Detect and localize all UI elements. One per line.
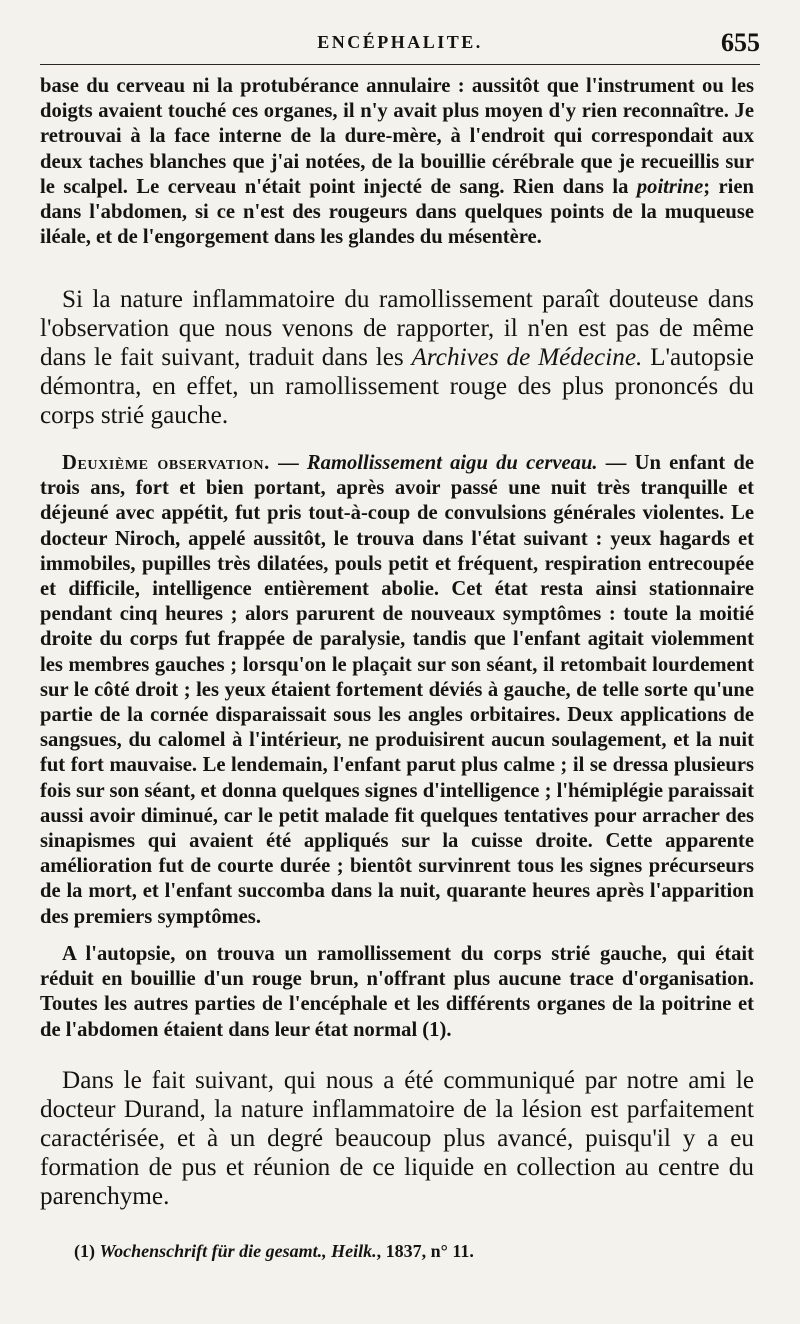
italic-journal-title: Archives de Médecine. bbox=[411, 344, 643, 371]
paragraph-commentary-1 bbox=[40, 285, 754, 430]
paragraph-commentary-2 bbox=[40, 1066, 754, 1211]
running-head: ENCÉPHALITE. bbox=[317, 32, 483, 52]
footnote bbox=[74, 1240, 754, 1262]
page-number: 655 bbox=[721, 28, 760, 57]
paragraph-text: Si la nature inflammatoire du ramollissement paraît douteuse dans l'observation que nous venons de rapporter, il n'en est pas de même dans le fait suivant, traduit dans les bbox=[40, 286, 754, 371]
commentary-text: Dans le fait suivant, qui nous a été communiqué par notre ami le docteur Durand, la nature inflammatoire de la lésion est parfaitement caractérisée, et à un degré beaucoup plus avancé, puisqu'il y a eu formation de pus et réunion de ce liquide en collection au centre du parenchyme. bbox=[40, 1067, 754, 1210]
observation-text: — Un enfant de trois ans, fort et bien portant, après avoir passé une nuit très tranquille et déjeuné avec appétit, fut pris tout-à-coup de convulsions générales violentes. Le docteur Niroch, appelé aussitôt, le trouva dans l'état suivant : yeux hagards et immobiles, pupilles très dilatées, pouls petit et fréquent, respiration entrecoupée et difficile, intelligence entièrement abolie. Cet état resta ainsi stationnaire pendant cinq heures ; alors parurent de nouveaux symptômes : toute la moitié droite du corps fut frappée de paralysie, tandis que l'enfant agitait violemment les membres gauches ; lorsqu'on le plaçait sur son séant, il retombait lourdement sur le côté droit ; les yeux étaient fortement déviés à gauche, de telle sorte qu'une partie de la cornée disparaissait sous les angles orbitaires. Deux applications de sangsues, du calomel à l'intérieur, ne produisirent aucun soulagement, et la nuit fut fort mauvaise. Le lendemain, l'enfant parut plus calme ; il se dressa plusieurs fois sur son séant, et donna quelques signes d'intelligence ; l'hémiplégie paraissait aussi avoir diminué, car le petit malade fit quelques tentatives pour arracher des sinapismes qui avaient été appliqués sur la cuisse droite. Cette apparente amélioration fut de courte durée ; bientôt survinrent tous les signes précurseurs de la mort, et l'enfant succomba dans la nuit, quarante heures après l'apparition des premiers symptômes. bbox=[40, 452, 754, 928]
paragraph-text-end: L'autopsie démontra, en effet, un ramollissement rouge des plus prononcés du corps strié gauche. bbox=[40, 344, 754, 429]
second-observation: Deuxième observation. — Ramollissement aigu du cerveau. — Un enfant de trois ans, fort et bien portant, après avoir passé une nuit très tranquille et déjeuné avec appétit, fut pris tout-à-coup de convulsions générales violentes. Le docteur Niroch, appelé aussitôt, le trouva dans l'état suivant : yeux hagards et immobiles, pupilles très dilatées, pouls petit et fréquent, respiration entrecoupée et difficile, intelligence entièrement abolie. Cet état resta ainsi stationnaire pendant cinq heures ; alors parurent de nouveaux symptômes : toute la moitié droite du corps fut frappée de paralysie, tandis que l'enfant agitait violemment les membres gauches ; lorsqu'on le plaçait sur son séant, il retombait lourdement sur le côté droit ; les yeux étaient fortement déviés à gauche, de telle sorte qu'une partie de la cornée disparaissait sous les angles orbitaires. Deux applications de sangsues, du calomel à l'intérieur, ne produisirent aucun soulagement, et la nuit fut fort mauvaise. Le lendemain, l'enfant parut plus calme ; il se dressa plusieurs fois sur son séant, et donna quelques signes d'intelligence ; l'hémiplégie paraissait aussi avoir diminué, car le petit malade fit quelques tentatives pour arracher des sinapismes qui avaient été appliqués sur la cuisse droite. Cette apparente amélioration fut de courte durée ; bientôt survinrent tous les signes précurseurs de la mort, et l'enfant succomba dans la nuit, quarante heures après l'apparition des premiers symptômes. bbox=[40, 452, 754, 928]
footnote-journal: Wochenschrift für die gesamt., Heilk. bbox=[99, 1241, 377, 1261]
header-rule bbox=[40, 64, 760, 65]
paragraph-continuation bbox=[40, 74, 754, 250]
paragraph-text: base du cerveau ni la protubérance annulaire : aussitôt que l'instrument ou les doigts avaient touché ces organes, il n'y avait plus moyen d'y rien reconnaître. Je retrouvai à la face interne de la dure-mère, à l'endroit qui correspondait aux deux taches blanches que j'ai notées, de la bouillie cérébrale que je recueillis sur le scalpel. Le cerveau n'était point injecté de sang. Rien dans la bbox=[40, 75, 754, 198]
footnote-marker: (1) bbox=[74, 1241, 95, 1261]
autopsy-paragraph bbox=[40, 942, 754, 1043]
footnote-reference: , 1837, n° 11. bbox=[376, 1241, 474, 1261]
observation-heading: Deuxième observation. bbox=[62, 452, 270, 474]
italic-term: poitrine bbox=[636, 175, 704, 198]
paragraph-text-end: ; rien dans l'abdomen, si ce n'est des rougeurs dans quelques points de la muqueuse iléale, et de l'engorgement dans les glandes du mésentère. bbox=[40, 175, 754, 249]
observation-subtitle: Ramollissement aigu du cerveau. bbox=[306, 452, 598, 474]
page-header bbox=[40, 28, 760, 68]
autopsy-text: A l'autopsie, on trouva un ramollissement du corps strié gauche, qui était réduit en bouillie d'un rouge brun, n'offrant plus aucune trace d'organisation. Toutes les autres parties de l'encéphale et les différents organes de la poitrine et de l'abdomen étaient dans leur état normal (1). bbox=[40, 943, 754, 1041]
